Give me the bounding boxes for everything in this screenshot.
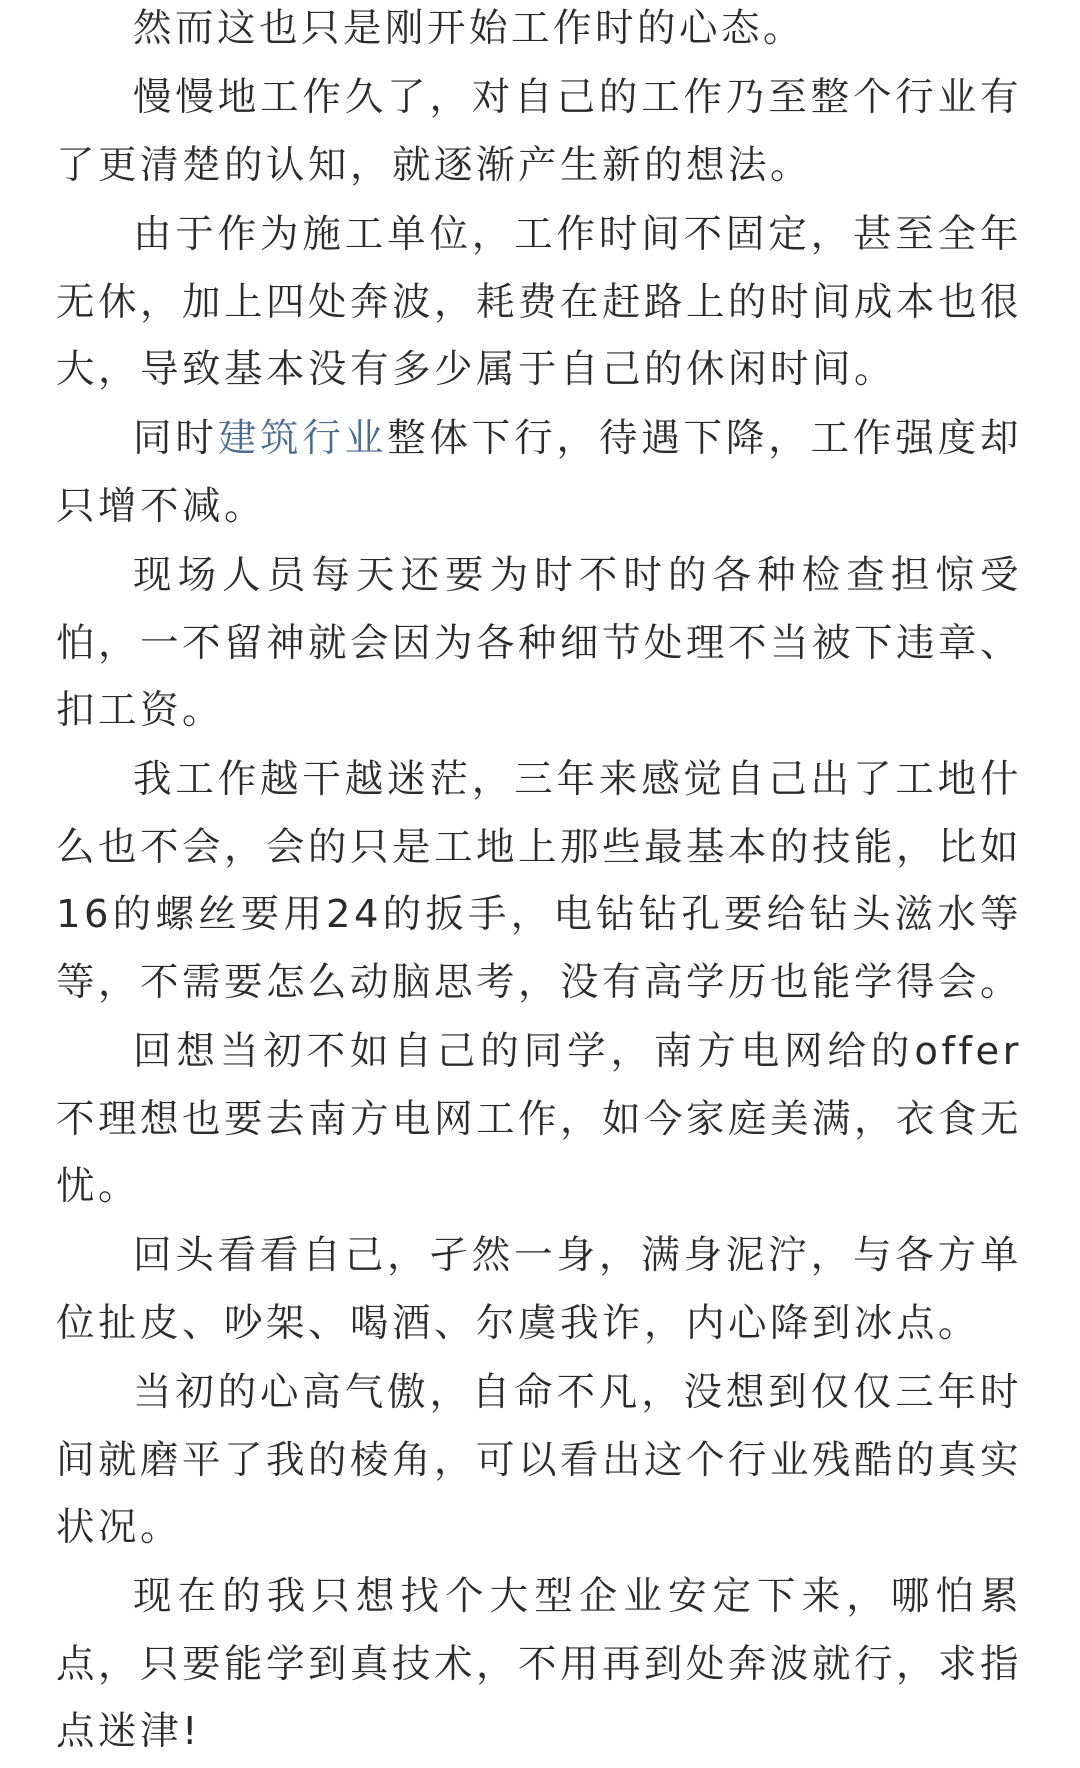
paragraph-5: 现场人员每天还要为时不时的各种检查担惊受怕，一不留神就会因为各种细节处理不当被下违章、扣工资。 (56, 553, 1023, 734)
paragraph-6: 我工作越干越迷茫，三年来感觉自己出了工地什么也不会，会的只是工地上那些最基本的技能，比如16的螺丝要用24的扳手，电钻钻孔要给钻头滋水等等，不需要怎么动脑思考，没有高学历也能学得会。 (56, 757, 1023, 1005)
paragraph-1: 然而这也只是刚开始工作时的心态。 (133, 6, 806, 51)
paragraph-4-before: 同时 (133, 416, 218, 462)
paragraph-10: 现在的我只想找个大型企业安定下来，哪怕累点，只要能学到真技术，不用再到处奔波就行，求指点迷津! (56, 1574, 1023, 1755)
article-body (56, 0, 1022, 1768)
paragraph-4 (56, 405, 1022, 540)
paragraph-2: 慢慢地工作久了，对自己的工作乃至整个行业有了更清楚的认知，就逐渐产生新的想法。 (56, 75, 1022, 188)
paragraph-7: 回想当初不如自己的同学，南方电网给的offer不理想也要去南方电网工作，如今家庭美满，衣食无忧。 (56, 1029, 1023, 1209)
paragraph-3: 由于作为施工单位，工作时间不固定，甚至全年无休，加上四处奔波，耗费在赶路上的时间成本也很大，导致基本没有多少属于自己的休闲时间。 (56, 212, 1023, 393)
paragraph-8: 回头看看自己，孑然一身，满身泥泞，与各方单位扯皮、吵架、喝酒、尔虞我诈，内心降到冰点。 (56, 1233, 1022, 1346)
paragraph-9: 当初的心高气傲，自命不凡，没想到仅仅三年时间就磨平了我的棱角，可以看出这个行业残酷的真实状况。 (56, 1370, 1023, 1550)
paragraph-4-after: 整体下行，待遇下降，工作强度却只增不减。 (56, 416, 1022, 529)
keyword-link-construction-industry[interactable]: 建筑行业 (217, 416, 388, 462)
